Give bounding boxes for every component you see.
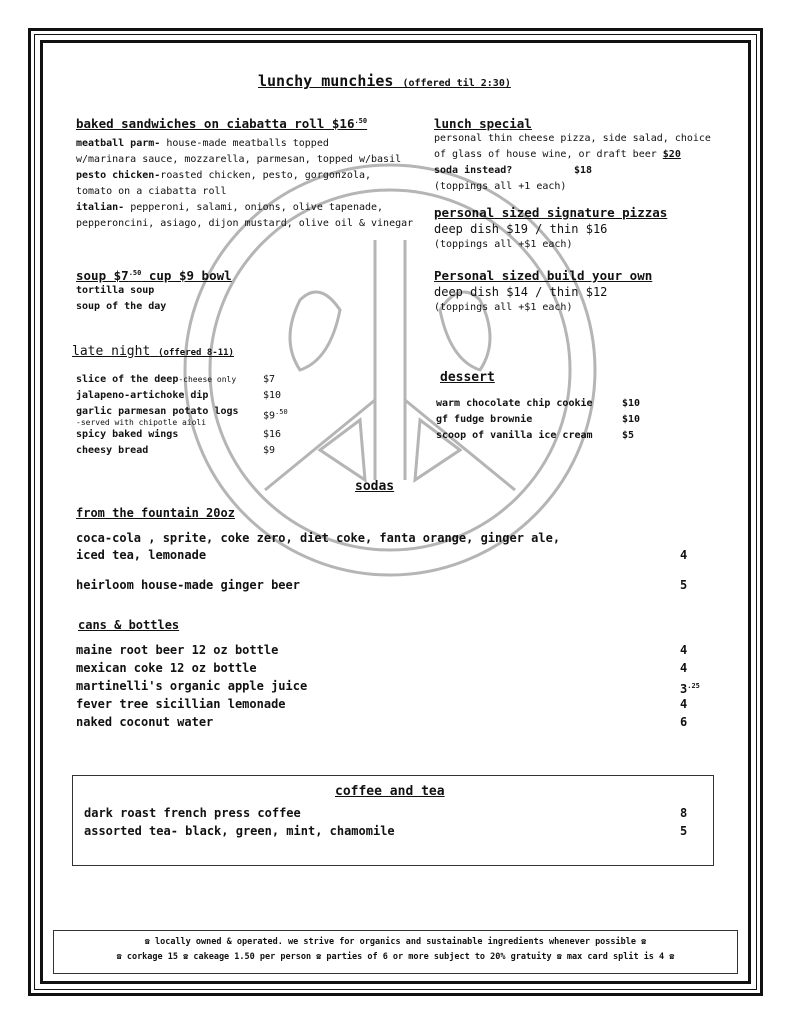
sandwich-line: pepperoncini, asiago, dijon mustard, olive oil & vinegar xyxy=(76,218,414,229)
sandwich-line: w/marinara sauce, mozzarella, parmesan, topped w/basil xyxy=(76,154,402,165)
list-item: dark roast french press coffee 8 xyxy=(84,806,688,820)
sandwich-line: pesto chicken-roasted chicken, pesto, gorgonzola, xyxy=(76,170,372,181)
late-night-heading: late night (offered 8-11) xyxy=(72,344,234,359)
list-item: scoop of vanilla ice cream $5 xyxy=(436,430,635,441)
page-title-text: lunchy munchies xyxy=(258,72,394,90)
list-item-note: -served with chipotle aioli xyxy=(76,418,207,427)
list-item: warm chocolate chip cookie $10 xyxy=(436,398,641,409)
coffee-tea-list xyxy=(84,804,694,840)
sodas-heading: sodas xyxy=(355,479,395,494)
list-item: soup of the day xyxy=(76,301,167,312)
page-title-note: (offered til 2:30) xyxy=(402,78,511,89)
list-item: jalapeno-artichoke dip $10 xyxy=(76,390,282,401)
late-night-list xyxy=(76,372,296,459)
list-item: cheesy bread $9 xyxy=(76,445,276,456)
ginger-beer-item: heirloom house-made ginger beer xyxy=(76,578,300,592)
list-item: garlic parmesan potato logs $\$9^{.50}$ xyxy=(76,406,288,422)
page-title xyxy=(258,72,511,90)
build-your-own-toppings: (toppings all +$1 each) xyxy=(434,302,573,313)
list-item: spicy baked wings $16 xyxy=(76,429,282,440)
list-item: assorted tea- black, green, mint, chamomile 5 xyxy=(84,824,688,838)
list-item: fever tree sicillian lemonade 4 xyxy=(76,697,688,711)
list-item: maine root beer 12 oz bottle 4 xyxy=(76,643,688,657)
lunch-special-body: personal thin cheese pizza, side salad, choice of glass of house wine, or draft beer $20 soda instead? $18 (toppings all +1 each) xyxy=(434,133,711,192)
build-your-own-heading: Personal sized build your own xyxy=(434,268,653,283)
list-item: naked coconut water 6 xyxy=(76,715,688,729)
fountain-price: 4 xyxy=(680,548,688,562)
footer-line: ☎ locally owned & operated. we strive for organics and sustainable ingredients whenever possible ☎ xyxy=(144,937,647,947)
sandwiches-price: $16 xyxy=(331,116,355,131)
sandwich-line: tomato on a ciabatta roll xyxy=(76,186,227,197)
cans-list xyxy=(76,641,716,731)
list-item: gf fudge brownie $10 xyxy=(436,414,641,425)
fountain-heading: from the fountain 20oz xyxy=(76,506,235,520)
list-item: mexican coke 12 oz bottle 4 xyxy=(76,661,688,675)
cans-heading: cans & bottles xyxy=(78,618,180,632)
sandwiches-price-cents: .50 xyxy=(354,116,368,125)
signature-pizzas-heading: personal sized signature pizzas xyxy=(434,205,668,220)
soup-list xyxy=(76,283,166,315)
build-your-own-prices: deep dish $14 / thin $12 xyxy=(434,285,608,299)
sandwiches-heading xyxy=(76,116,367,131)
ginger-beer-price: 5 xyxy=(680,578,688,592)
sandwich-line: meatball parm- house-made meatballs topped xyxy=(76,138,329,149)
signature-pizzas-toppings: (toppings all +$1 each) xyxy=(434,239,573,250)
dessert-heading: dessert xyxy=(440,370,495,385)
list-item: tortilla soup xyxy=(76,285,155,296)
dessert-list xyxy=(436,396,656,444)
sandwiches-list xyxy=(76,136,413,232)
sandwich-line: italian- pepperoni, salami, onions, olive tapenade, xyxy=(76,202,384,213)
soup-heading: soup $\$7^{.50}$ cup $9 bowl xyxy=(76,268,232,283)
lunch-special-heading: lunch special xyxy=(434,116,532,131)
list-item: martinelli's organic apple juice $3^{.25}$ xyxy=(76,679,700,696)
signature-pizzas-prices: deep dish $19 / thin $16 xyxy=(434,222,608,236)
list-item: slice of the deep-cheese only $7 xyxy=(76,374,276,385)
footer-line: ☎ corkage 15 ☎ cakeage 1.50 per person ☎ parties of 6 or more subject to 20% gratuity ☎ max card split is 4 ☎ xyxy=(116,952,675,962)
coffee-tea-heading: coffee and tea xyxy=(335,784,445,799)
fountain-list-line: iced tea, lemonade xyxy=(76,548,207,562)
fountain-list-line: coca-cola , sprite, coke zero, diet coke, fanta orange, ginger ale, xyxy=(76,531,561,545)
sandwiches-heading-text: baked sandwiches on ciabatta roll xyxy=(76,116,325,131)
